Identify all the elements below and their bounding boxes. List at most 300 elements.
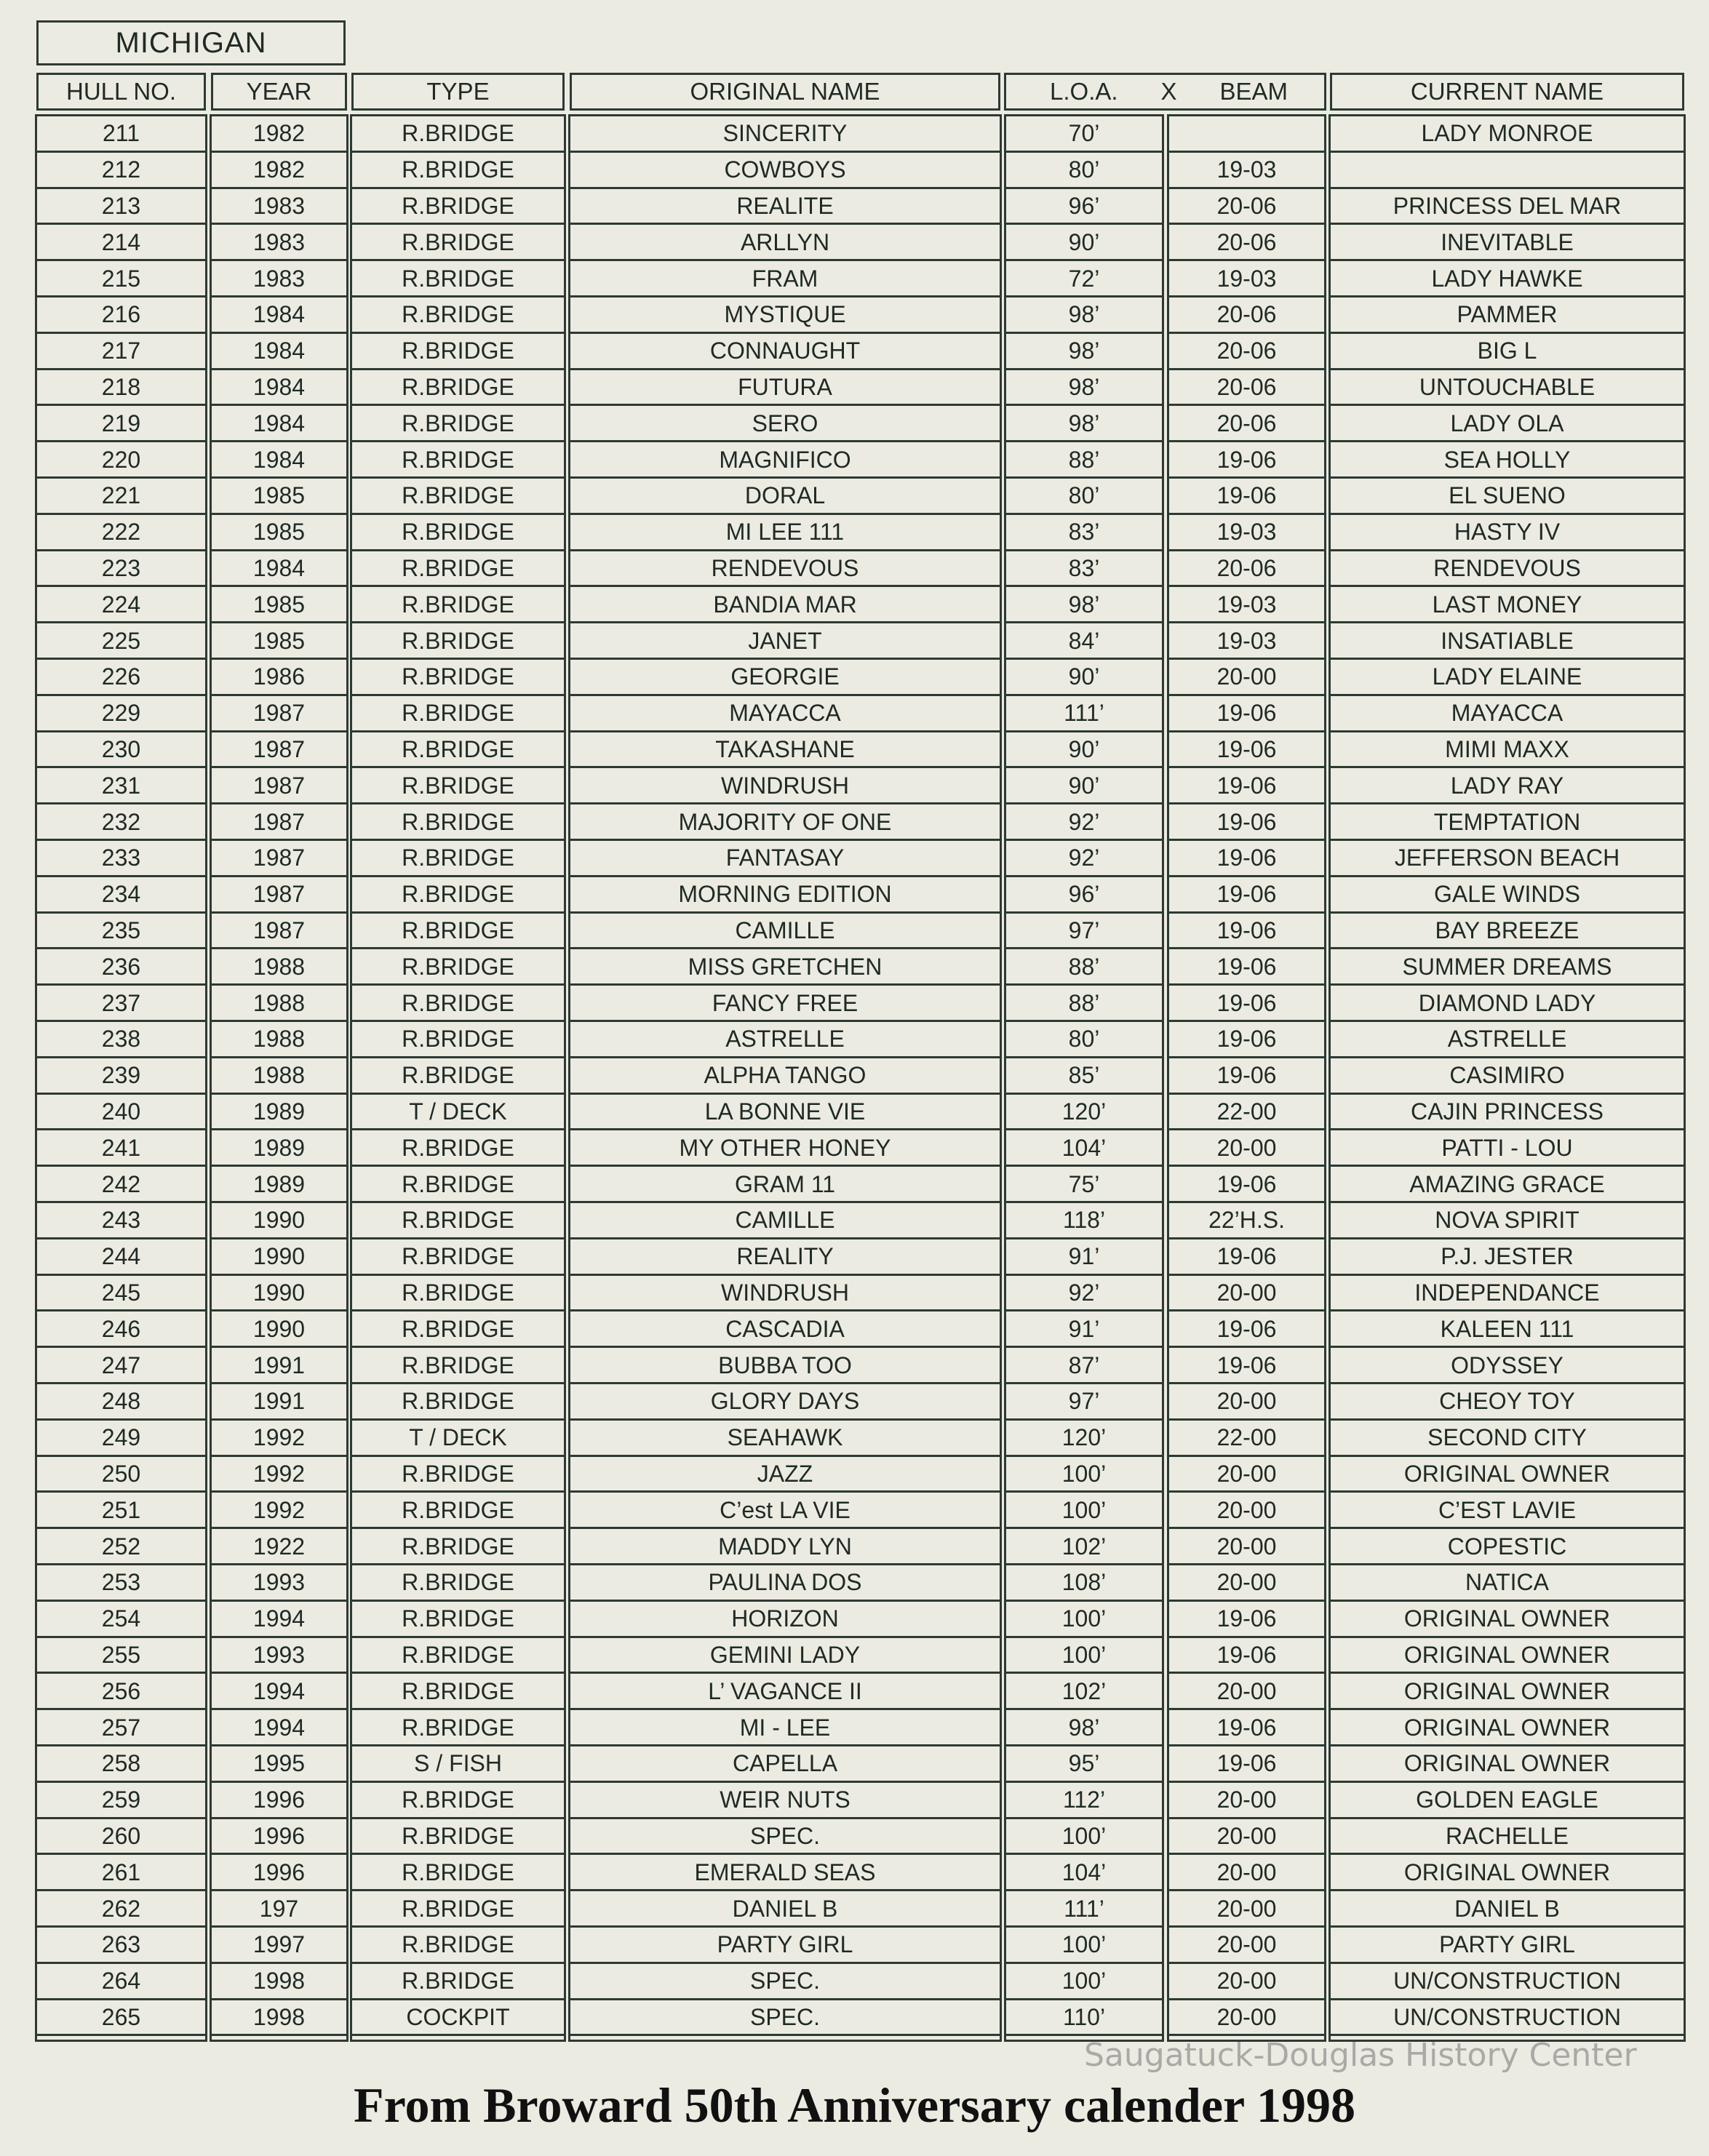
year-cell: 1983 <box>210 261 348 298</box>
hull-no-cell: 237 <box>35 986 207 1022</box>
beam-cell <box>1167 116 1326 153</box>
loa-cell: 88’ <box>1004 949 1164 986</box>
type-cell: R.BRIDGE <box>350 551 566 588</box>
table-row <box>0 1529 1709 1565</box>
hull-no-cell: 246 <box>35 1311 207 1348</box>
loa-cell: 98’ <box>1004 587 1164 623</box>
original-name-cell: CAMILLE <box>568 914 1002 950</box>
year-cell: 1988 <box>210 986 348 1022</box>
type-cell: R.BRIDGE <box>350 1058 566 1095</box>
beam-cell: 19-06 <box>1167 1239 1326 1276</box>
beam-cell: 19-06 <box>1167 877 1326 914</box>
original-name-cell: PARTY GIRL <box>568 1928 1002 1964</box>
watermark-text: Saugatuck-Douglas History Center <box>1084 2037 1637 2074</box>
type-cell: R.BRIDGE <box>350 1239 566 1276</box>
original-name-cell: MADDY LYN <box>568 1529 1002 1565</box>
original-name-cell: MAJORITY OF ONE <box>568 804 1002 841</box>
beam-cell: 20-00 <box>1167 1276 1326 1312</box>
year-cell: 1993 <box>210 1565 348 1602</box>
original-name-cell: GLORY DAYS <box>568 1384 1002 1421</box>
table-row <box>0 370 1709 407</box>
current-name-cell: LADY MONROE <box>1328 116 1686 153</box>
type-cell: R.BRIDGE <box>350 623 566 660</box>
current-name-cell: INEVITABLE <box>1328 225 1686 261</box>
original-name-cell: SERO <box>568 406 1002 442</box>
current-name-cell: KALEEN 111 <box>1328 1311 1686 1348</box>
type-cell: R.BRIDGE <box>350 1276 566 1312</box>
hull-no-cell: 235 <box>35 914 207 950</box>
year-cell: 1987 <box>210 804 348 841</box>
beam-cell: 20-00 <box>1167 1529 1326 1565</box>
year-cell: 197 <box>210 1891 348 1928</box>
beam-cell: 19-06 <box>1167 914 1326 950</box>
type-cell: R.BRIDGE <box>350 1493 566 1529</box>
table-row <box>0 768 1709 804</box>
type-cell: R.BRIDGE <box>350 442 566 479</box>
table-row <box>0 2000 1709 2037</box>
year-cell: 1991 <box>210 1348 348 1384</box>
type-cell: R.BRIDGE <box>350 1022 566 1058</box>
hull-no-cell: 260 <box>35 1819 207 1856</box>
beam-cell: 19-06 <box>1167 949 1326 986</box>
beam-cell: 19-03 <box>1167 515 1326 551</box>
loa-cell: 100’ <box>1004 1638 1164 1674</box>
type-cell: R.BRIDGE <box>350 1457 566 1493</box>
hull-no-cell: 221 <box>35 479 207 515</box>
current-name-cell: INSATIABLE <box>1328 623 1686 660</box>
table-row <box>0 841 1709 877</box>
type-cell: R.BRIDGE <box>350 1928 566 1964</box>
beam-cell: 19-06 <box>1167 1710 1326 1746</box>
type-cell: R.BRIDGE <box>350 804 566 841</box>
loa-cell: 98’ <box>1004 298 1164 334</box>
type-cell: R.BRIDGE <box>350 914 566 950</box>
beam-cell: 20-00 <box>1167 1928 1326 1964</box>
year-cell: 1992 <box>210 1493 348 1529</box>
original-name-cell: MYSTIQUE <box>568 298 1002 334</box>
current-name-cell: SUMMER DREAMS <box>1328 949 1686 986</box>
table-row <box>0 189 1709 225</box>
type-cell: R.BRIDGE <box>350 1384 566 1421</box>
original-name-cell: COWBOYS <box>568 153 1002 189</box>
beam-cell: 19-06 <box>1167 1638 1326 1674</box>
original-name-cell: ARLLYN <box>568 225 1002 261</box>
loa-cell: 84’ <box>1004 623 1164 660</box>
year-cell: 1994 <box>210 1674 348 1710</box>
year-cell: 1985 <box>210 587 348 623</box>
table-row <box>0 1819 1709 1856</box>
year-cell: 1996 <box>210 1855 348 1891</box>
table-row <box>0 949 1709 986</box>
beam-cell: 19-06 <box>1167 1167 1326 1203</box>
beam-cell: 19-06 <box>1167 804 1326 841</box>
loa-cell: 102’ <box>1004 1529 1164 1565</box>
beam-cell: 22-00 <box>1167 1095 1326 1131</box>
header-loa: L.O.A. <box>1050 78 1118 105</box>
type-cell: R.BRIDGE <box>350 334 566 370</box>
table-row <box>0 1167 1709 1203</box>
loa-cell: 112’ <box>1004 1783 1164 1819</box>
table-row <box>0 877 1709 914</box>
loa-cell: 98’ <box>1004 1710 1164 1746</box>
year-cell: 1984 <box>210 442 348 479</box>
current-name-cell: UNTOUCHABLE <box>1328 370 1686 407</box>
hull-no-cell: 212 <box>35 153 207 189</box>
year-cell: 1988 <box>210 949 348 986</box>
loa-cell: 87’ <box>1004 1348 1164 1384</box>
original-name-cell: C’est LA VIE <box>568 1493 1002 1529</box>
beam-cell: 19-03 <box>1167 153 1326 189</box>
table-row <box>0 623 1709 660</box>
current-name-cell: ORIGINAL OWNER <box>1328 1638 1686 1674</box>
original-name-cell: EMERALD SEAS <box>568 1855 1002 1891</box>
original-name-cell: GEORGIE <box>568 660 1002 696</box>
type-cell: R.BRIDGE <box>350 696 566 732</box>
loa-cell: 98’ <box>1004 370 1164 407</box>
table-row <box>0 660 1709 696</box>
type-cell: R.BRIDGE <box>350 877 566 914</box>
year-cell: 1984 <box>210 370 348 407</box>
year-cell: 1992 <box>210 1421 348 1457</box>
table-row <box>0 551 1709 588</box>
original-name-cell: TAKASHANE <box>568 732 1002 769</box>
original-name-cell: SEAHAWK <box>568 1421 1002 1457</box>
year-cell: 1990 <box>210 1203 348 1239</box>
hull-no-cell: 222 <box>35 515 207 551</box>
table-row <box>0 1311 1709 1348</box>
year-cell: 1988 <box>210 1058 348 1095</box>
year-cell: 1991 <box>210 1384 348 1421</box>
original-name-cell: JANET <box>568 623 1002 660</box>
hull-no-cell: 247 <box>35 1348 207 1384</box>
original-name-cell: GRAM 11 <box>568 1167 1002 1203</box>
hull-no-cell: 230 <box>35 732 207 769</box>
hull-no-cell: 259 <box>35 1783 207 1819</box>
current-name-cell: RACHELLE <box>1328 1819 1686 1856</box>
original-name-cell: CASCADIA <box>568 1311 1002 1348</box>
beam-cell: 20-00 <box>1167 1855 1326 1891</box>
type-cell: R.BRIDGE <box>350 732 566 769</box>
table-row <box>0 1022 1709 1058</box>
hull-no-cell: 229 <box>35 696 207 732</box>
beam-cell: 20-00 <box>1167 1493 1326 1529</box>
type-cell: R.BRIDGE <box>350 1130 566 1167</box>
year-cell: 1989 <box>210 1167 348 1203</box>
loa-cell: 100’ <box>1004 1964 1164 2000</box>
beam-cell: 19-06 <box>1167 1058 1326 1095</box>
table-row <box>0 334 1709 370</box>
current-name-cell: LAST MONEY <box>1328 587 1686 623</box>
type-cell: R.BRIDGE <box>350 1529 566 1565</box>
original-name-cell: MI LEE 111 <box>568 515 1002 551</box>
original-name-cell: BUBBA TOO <box>568 1348 1002 1384</box>
hull-no-cell: 216 <box>35 298 207 334</box>
current-name-cell: MAYACCA <box>1328 696 1686 732</box>
year-cell: 1985 <box>210 515 348 551</box>
original-name-cell: ALPHA TANGO <box>568 1058 1002 1095</box>
type-cell: R.BRIDGE <box>350 768 566 804</box>
beam-cell: 19-06 <box>1167 1022 1326 1058</box>
loa-cell: 88’ <box>1004 442 1164 479</box>
beam-cell: 20-00 <box>1167 1891 1326 1928</box>
hull-no-cell: 262 <box>35 1891 207 1928</box>
current-name-cell: C’EST LAVIE <box>1328 1493 1686 1529</box>
type-cell: R.BRIDGE <box>350 1819 566 1856</box>
year-cell: 1922 <box>210 1529 348 1565</box>
current-name-cell: EL SUENO <box>1328 479 1686 515</box>
type-cell: R.BRIDGE <box>350 1964 566 2000</box>
current-name-cell: NOVA SPIRIT <box>1328 1203 1686 1239</box>
year-cell: 1990 <box>210 1311 348 1348</box>
beam-cell: 20-00 <box>1167 2000 1326 2037</box>
table-row <box>0 225 1709 261</box>
original-name-cell: CONNAUGHT <box>568 334 1002 370</box>
year-cell: 1987 <box>210 732 348 769</box>
loa-cell: 120’ <box>1004 1095 1164 1131</box>
hull-no-cell: 231 <box>35 768 207 804</box>
loa-cell: 102’ <box>1004 1674 1164 1710</box>
year-cell: 1994 <box>210 1710 348 1746</box>
type-cell: R.BRIDGE <box>350 189 566 225</box>
year-cell: 1987 <box>210 877 348 914</box>
original-name-cell: REALITE <box>568 189 1002 225</box>
loa-cell: 91’ <box>1004 1311 1164 1348</box>
beam-cell: 20-00 <box>1167 1783 1326 1819</box>
beam-cell: 20-06 <box>1167 225 1326 261</box>
beam-cell: 19-06 <box>1167 732 1326 769</box>
year-cell: 1985 <box>210 623 348 660</box>
table-row <box>0 1421 1709 1457</box>
hull-no-cell: 226 <box>35 660 207 696</box>
hull-no-cell: 240 <box>35 1095 207 1131</box>
current-name-cell: SECOND CITY <box>1328 1421 1686 1457</box>
table-row <box>0 587 1709 623</box>
current-name-cell: DIAMOND LADY <box>1328 986 1686 1022</box>
table-row <box>0 914 1709 950</box>
table-row <box>0 1964 1709 2000</box>
hull-no-cell: 261 <box>35 1855 207 1891</box>
table-row <box>0 1095 1709 1131</box>
loa-cell: 108’ <box>1004 1565 1164 1602</box>
hull-no-cell: 251 <box>35 1493 207 1529</box>
loa-cell: 97’ <box>1004 1384 1164 1421</box>
table-row <box>0 1130 1709 1167</box>
year-cell: 1984 <box>210 406 348 442</box>
loa-cell: 80’ <box>1004 1022 1164 1058</box>
table-row <box>0 1855 1709 1891</box>
year-cell: 1987 <box>210 696 348 732</box>
loa-cell: 95’ <box>1004 1746 1164 1783</box>
table-row <box>0 515 1709 551</box>
original-name-cell: PAULINA DOS <box>568 1565 1002 1602</box>
type-cell: R.BRIDGE <box>350 1602 566 1638</box>
type-cell: R.BRIDGE <box>350 1167 566 1203</box>
beam-cell: 20-00 <box>1167 1819 1326 1856</box>
table-row <box>0 1348 1709 1384</box>
original-name-cell: DANIEL B <box>568 1891 1002 1928</box>
loa-cell: 100’ <box>1004 1602 1164 1638</box>
table-row <box>0 1638 1709 1674</box>
table-row <box>0 1710 1709 1746</box>
year-cell: 1993 <box>210 1638 348 1674</box>
type-cell: R.BRIDGE <box>350 1855 566 1891</box>
loa-cell: 98’ <box>1004 406 1164 442</box>
current-name-cell: HASTY IV <box>1328 515 1686 551</box>
original-name-cell: RENDEVOUS <box>568 551 1002 588</box>
table-row <box>0 1928 1709 1964</box>
current-name-cell: JEFFERSON BEACH <box>1328 841 1686 877</box>
current-name-cell: MIMI MAXX <box>1328 732 1686 769</box>
type-cell: R.BRIDGE <box>350 1348 566 1384</box>
type-cell: R.BRIDGE <box>350 1783 566 1819</box>
hull-no-cell: 214 <box>35 225 207 261</box>
original-name-cell: ASTRELLE <box>568 1022 1002 1058</box>
original-name-cell: SINCERITY <box>568 116 1002 153</box>
hull-no-cell: 252 <box>35 1529 207 1565</box>
beam-cell: 19-06 <box>1167 768 1326 804</box>
original-name-cell: L’ VAGANCE II <box>568 1674 1002 1710</box>
table-row <box>0 1276 1709 1312</box>
hull-no-cell: 257 <box>35 1710 207 1746</box>
year-cell: 1984 <box>210 551 348 588</box>
type-cell: COCKPIT <box>350 2000 566 2037</box>
table-row <box>0 116 1709 153</box>
type-cell: S / FISH <box>350 1746 566 1783</box>
loa-cell: 98’ <box>1004 334 1164 370</box>
hull-no-cell: 264 <box>35 1964 207 2000</box>
current-name-cell: PARTY GIRL <box>1328 1928 1686 1964</box>
original-name-cell: BANDIA MAR <box>568 587 1002 623</box>
hull-no-cell: 245 <box>35 1276 207 1312</box>
hull-no-cell: 250 <box>35 1457 207 1493</box>
header-type: TYPE <box>351 73 565 111</box>
loa-cell: 111’ <box>1004 1891 1164 1928</box>
hull-no-cell: 258 <box>35 1746 207 1783</box>
hull-no-cell: 215 <box>35 261 207 298</box>
beam-cell: 20-00 <box>1167 1130 1326 1167</box>
type-cell: R.BRIDGE <box>350 660 566 696</box>
table-row <box>0 1493 1709 1529</box>
year-cell: 1994 <box>210 1602 348 1638</box>
hull-no-cell: 218 <box>35 370 207 407</box>
type-cell: R.BRIDGE <box>350 479 566 515</box>
loa-cell: 75’ <box>1004 1167 1164 1203</box>
current-name-cell: INDEPENDANCE <box>1328 1276 1686 1312</box>
year-cell: 1997 <box>210 1928 348 1964</box>
table-row <box>0 1783 1709 1819</box>
beam-cell: 20-00 <box>1167 1565 1326 1602</box>
table-row <box>0 1239 1709 1276</box>
current-name-cell: CHEOY TOY <box>1328 1384 1686 1421</box>
original-name-cell: SPEC. <box>568 1819 1002 1856</box>
current-name-cell: BAY BREEZE <box>1328 914 1686 950</box>
current-name-cell: GOLDEN EAGLE <box>1328 1783 1686 1819</box>
beam-cell: 20-06 <box>1167 370 1326 407</box>
current-name-cell: ORIGINAL OWNER <box>1328 1602 1686 1638</box>
current-name-cell: BIG L <box>1328 334 1686 370</box>
type-cell: R.BRIDGE <box>350 1891 566 1928</box>
table-row <box>0 986 1709 1022</box>
loa-cell: 104’ <box>1004 1855 1164 1891</box>
hull-no-cell: 255 <box>35 1638 207 1674</box>
table-row <box>0 442 1709 479</box>
current-name-cell: CASIMIRO <box>1328 1058 1686 1095</box>
year-cell: 1987 <box>210 914 348 950</box>
loa-cell: 90’ <box>1004 225 1164 261</box>
beam-cell: 19-03 <box>1167 261 1326 298</box>
year-cell: 1990 <box>210 1276 348 1312</box>
beam-cell: 19-03 <box>1167 623 1326 660</box>
year-cell: 1984 <box>210 298 348 334</box>
loa-cell: 85’ <box>1004 1058 1164 1095</box>
beam-cell: 19-06 <box>1167 841 1326 877</box>
type-cell: T / DECK <box>350 1421 566 1457</box>
hull-no-cell: 249 <box>35 1421 207 1457</box>
current-name-cell: P.J. JESTER <box>1328 1239 1686 1276</box>
type-cell: R.BRIDGE <box>350 153 566 189</box>
current-name-cell: LADY ELAINE <box>1328 660 1686 696</box>
type-cell: R.BRIDGE <box>350 225 566 261</box>
hull-no-cell: 243 <box>35 1203 207 1239</box>
hull-no-cell: 253 <box>35 1565 207 1602</box>
year-cell: 1986 <box>210 660 348 696</box>
table-row <box>0 298 1709 334</box>
loa-cell: 100’ <box>1004 1457 1164 1493</box>
type-cell: R.BRIDGE <box>350 515 566 551</box>
table-row <box>0 1891 1709 1928</box>
table-row <box>0 1457 1709 1493</box>
hull-no-cell: 263 <box>35 1928 207 1964</box>
beam-cell: 20-00 <box>1167 1384 1326 1421</box>
current-name-cell: LADY RAY <box>1328 768 1686 804</box>
current-name-cell: PAMMER <box>1328 298 1686 334</box>
beam-cell: 20-06 <box>1167 406 1326 442</box>
current-name-cell: GALE WINDS <box>1328 877 1686 914</box>
original-name-cell: MISS GRETCHEN <box>568 949 1002 986</box>
loa-cell: 96’ <box>1004 877 1164 914</box>
original-name-cell: LA BONNE VIE <box>568 1095 1002 1131</box>
year-cell: 1985 <box>210 479 348 515</box>
current-name-cell: CAJIN PRINCESS <box>1328 1095 1686 1131</box>
current-name-cell: ORIGINAL OWNER <box>1328 1855 1686 1891</box>
original-name-cell: CAPELLA <box>568 1746 1002 1783</box>
loa-cell: 83’ <box>1004 515 1164 551</box>
table-row <box>0 1674 1709 1710</box>
beam-cell: 19-06 <box>1167 1602 1326 1638</box>
original-name-cell: JAZZ <box>568 1457 1002 1493</box>
type-cell: R.BRIDGE <box>350 1565 566 1602</box>
hull-no-cell: 244 <box>35 1239 207 1276</box>
current-name-cell: TEMPTATION <box>1328 804 1686 841</box>
header-loa-beam <box>1004 73 1326 111</box>
loa-cell: 100’ <box>1004 1928 1164 1964</box>
beam-cell: 19-06 <box>1167 1311 1326 1348</box>
year-cell: 1982 <box>210 153 348 189</box>
current-name-cell: LADY HAWKE <box>1328 261 1686 298</box>
beam-cell: 20-06 <box>1167 189 1326 225</box>
year-cell: 1982 <box>210 116 348 153</box>
hull-no-cell: 213 <box>35 189 207 225</box>
current-name-cell: ORIGINAL OWNER <box>1328 1710 1686 1746</box>
year-cell: 1987 <box>210 768 348 804</box>
table-row <box>0 1384 1709 1421</box>
current-name-cell: UN/CONSTRUCTION <box>1328 1964 1686 2000</box>
loa-cell: 90’ <box>1004 732 1164 769</box>
beam-cell: 20-00 <box>1167 1457 1326 1493</box>
current-name-cell: UN/CONSTRUCTION <box>1328 2000 1686 2037</box>
original-name-cell: MI - LEE <box>568 1710 1002 1746</box>
type-cell: T / DECK <box>350 1095 566 1131</box>
